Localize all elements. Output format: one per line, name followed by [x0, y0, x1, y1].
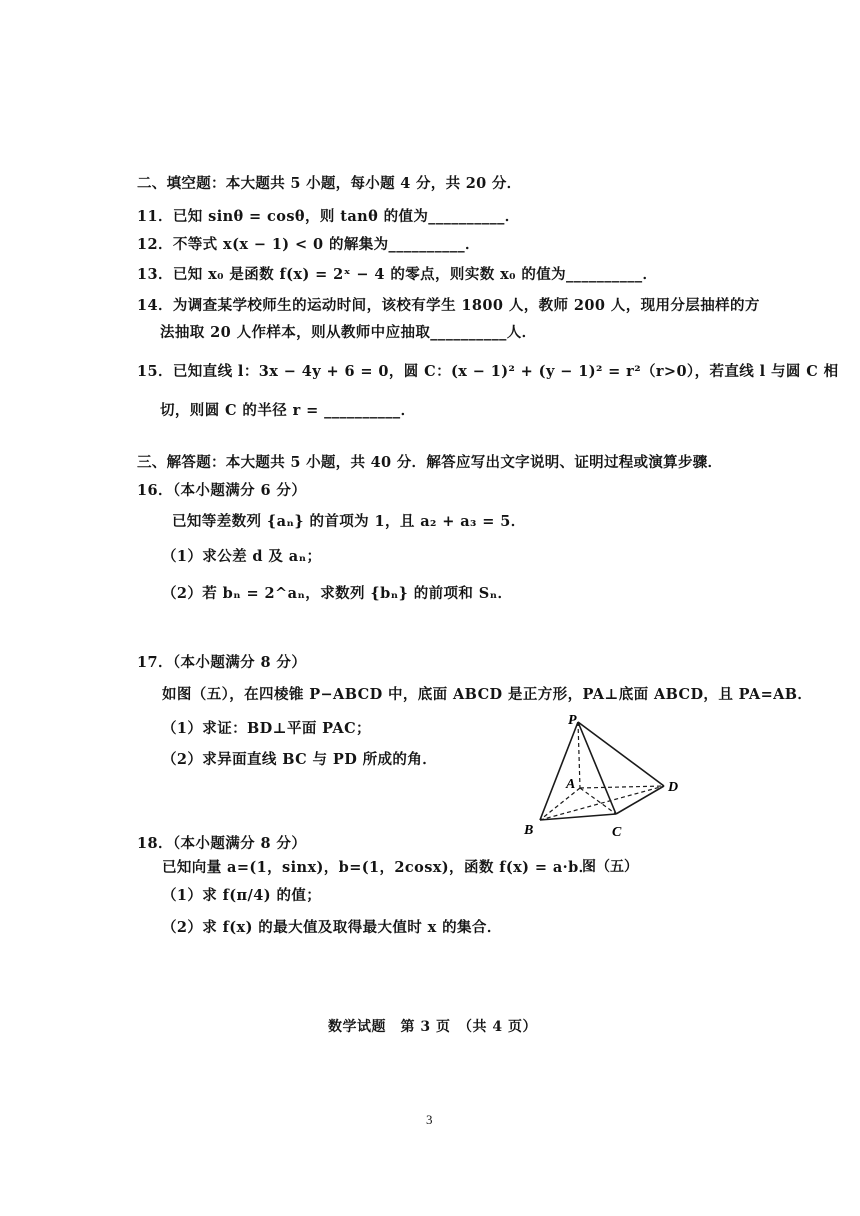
vertex-label-P: P [568, 713, 577, 728]
question-18-part-2: （2）求 f(x) 的最大值及取得最大值时 x 的集合． [162, 919, 502, 936]
vertex-label-A: A [566, 777, 576, 792]
question-16-part-2: （2）若 bₙ = 2^aₙ，求数列 {bₙ} 的前项和 Sₙ． [162, 585, 513, 602]
question-14-line-2: 法抽取 20 人作样本，则从教师中应抽取__________人． [160, 324, 537, 341]
vertex-label-C: C [612, 825, 622, 840]
question-17-title: 17．（本小题满分 8 分） [137, 654, 307, 671]
page-number: 3 [426, 1112, 433, 1127]
question-17-part-1: （1）求证：BD⊥平面 PAC； [162, 720, 371, 737]
section-2-heading: 二、填空题：本大题共 5 小题，每小题 4 分，共 20 分． [137, 175, 522, 192]
edge-CD [616, 786, 664, 814]
vertex-label-D: D [668, 780, 679, 795]
question-13: 13．已知 x₀ 是函数 f(x) = 2ˣ − 4 的零点，则实数 x₀ 的值为__________． [137, 266, 658, 283]
question-16-part-1: （1）求公差 d 及 aₙ； [162, 548, 322, 565]
question-14-line-1: 14．为调查某学校师生的运动时间，该校有学生 1800 人，教师 200 人，现用分层抽样的方 [137, 297, 760, 314]
question-18-part-1: （1）求 f(π/4) 的值； [162, 887, 322, 904]
edge-PB [540, 722, 578, 820]
edge-PA [578, 722, 580, 788]
edge-AD [580, 786, 664, 788]
question-18-title: 18．（本小题满分 8 分） [137, 835, 307, 852]
figure-caption: 图（五） [582, 859, 638, 875]
page-footer: 数学试题 第 3 页 （共 4 页） [328, 1019, 537, 1035]
pyramid-figure [520, 708, 720, 848]
question-17-part-2: （2）求异面直线 BC 与 PD 所成的角． [162, 751, 438, 768]
section-3-heading: 三、解答题：本大题共 5 小题，共 40 分．解答应写出文字说明、证明过程或演算步骤． [137, 454, 723, 471]
question-12: 12．不等式 x(x − 1) < 0 的解集为__________． [137, 236, 480, 253]
question-16-title: 16．（本小题满分 6 分） [137, 482, 307, 499]
question-15-line-1: 15．已知直线 l：3x − 4y + 6 = 0，圆 C：(x − 1)² + (y − 1)² = r²（r>0），若直线 l 与圆 C 相 [137, 363, 839, 380]
vertex-label-B: B [524, 823, 534, 838]
question-11: 11．已知 sinθ = cosθ，则 tanθ 的值为__________． [137, 208, 520, 225]
question-15-line-2: 切，则圆 C 的半径 r = __________． [160, 402, 416, 419]
question-18-stem: 已知向量 a=(1，sinx)，b=(1，2cosx)，函数 f(x) = a·b． [162, 859, 594, 876]
edge-BC [540, 814, 616, 820]
question-17-stem: 如图（五），在四棱锥 P−ABCD 中，底面 ABCD 是正方形，PA⊥底面 ABCD，且 PA=AB． [162, 686, 813, 703]
question-16-stem: 已知等差数列 {aₙ} 的首项为 1，且 a₂ + a₃ = 5． [172, 513, 526, 530]
